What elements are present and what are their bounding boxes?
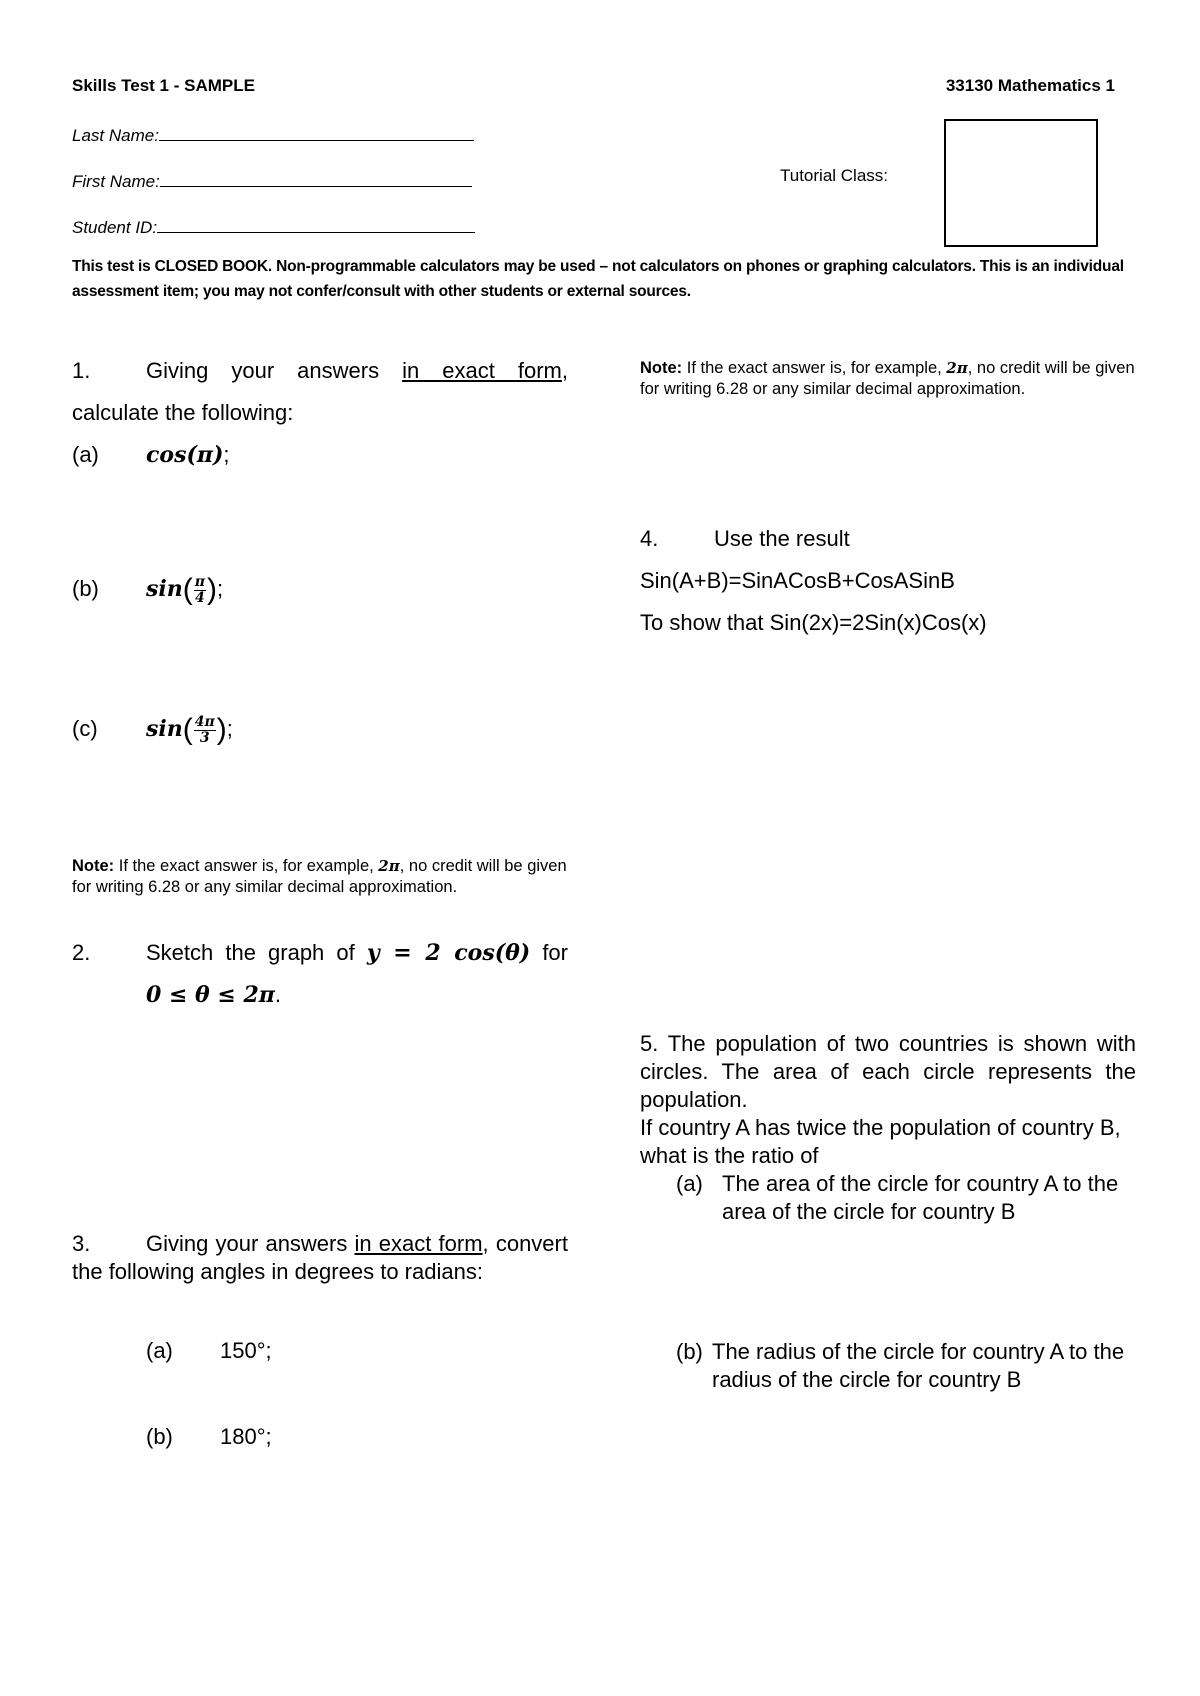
student-id-label: Student ID: bbox=[72, 218, 158, 237]
question-4-task: To show that Sin(2x)=2Sin(x)Cos(x) bbox=[640, 610, 987, 635]
question-5-part-b: (b) The radius of the circle for country A to the radius of the circle for country B bbox=[676, 1339, 1125, 1392]
question-5-question: If country A has twice the population of country B, what is the ratio of bbox=[640, 1115, 1121, 1168]
right-note: Note: If the exact answer is, for example, 2π, no credit will be given for writing 6.28 or any similar decimal approximation. bbox=[640, 359, 1135, 398]
question-2: 2. Sketch the graph of y = 2 cos(θ) for 0 ≤ θ ≤ 2π. bbox=[72, 932, 568, 1016]
exact-form-emphasis-2: in exact form bbox=[354, 1231, 483, 1256]
last-name-label: Last Name: bbox=[72, 126, 159, 145]
question-4-identity: Sin(A+B)=SinACosB+CosASinB bbox=[640, 568, 955, 593]
question-2-number: 2. bbox=[72, 940, 91, 965]
test-title: Skills Test 1 - SAMPLE bbox=[72, 76, 255, 95]
question-1-number: 1. bbox=[72, 358, 91, 383]
first-name-field[interactable] bbox=[160, 166, 472, 187]
question-4-number: 4. bbox=[640, 526, 659, 551]
question-3: 3. Giving your answers in exact form, convert the following angles in degrees to radians: bbox=[72, 1231, 568, 1284]
question-1-intro-line2: calculate the following: bbox=[72, 400, 294, 425]
first-name-row bbox=[72, 166, 472, 192]
question-1-part-c: (c) sin( $\frac{4\pi}{3}$ ); bbox=[72, 713, 233, 747]
question-1 bbox=[72, 350, 568, 476]
exact-form-emphasis: in exact form bbox=[402, 358, 562, 383]
question-1-part-a: (a) cos(π); bbox=[72, 442, 230, 468]
tutorial-class-label: Tutorial Class: bbox=[780, 166, 889, 185]
question-3-part-b: (b) 180°; bbox=[146, 1424, 272, 1449]
question-1-intro: 1. Giving your answers in exact form, bbox=[72, 350, 568, 392]
tutorial-class-box[interactable] bbox=[944, 119, 1098, 247]
question-1-note: Note: If the exact answer is, for example, 2π, no credit will be given for writing 6.28 or any similar decimal approximation. bbox=[72, 857, 567, 896]
last-name-row bbox=[72, 120, 474, 146]
question-3-part-a: (a) 150°; bbox=[146, 1338, 272, 1363]
first-name-label: First Name: bbox=[72, 172, 160, 191]
question-4: 4. Use the result Sin(A+B)=SinACosB+CosASinB To show that Sin(2x)=2Sin(x)Cos(x) bbox=[640, 518, 987, 644]
last-name-field[interactable] bbox=[159, 120, 474, 141]
instructions: This test is CLOSED BOOK. Non-programmable calculators may be used – not calculators on phones or graphing calculators. This is an individual assessment item; you may not confer/consult with other students or external sources. bbox=[72, 258, 1124, 300]
question-5-intro: 5. The population of two countries is shown with circles. The area of each circle represents the population. bbox=[640, 1031, 1136, 1112]
question-3-number: 3. bbox=[72, 1231, 91, 1256]
subject-title: 33130 Mathematics 1 bbox=[945, 76, 1115, 95]
student-id-row bbox=[72, 212, 475, 238]
question-1-part-b: (b) sin( $\frac{\pi}{4}$ ); bbox=[72, 573, 224, 607]
student-id-field[interactable] bbox=[157, 212, 475, 233]
question-5-part-a: (a) The area of the circle for country A to the area of the circle for country B bbox=[676, 1171, 1119, 1224]
